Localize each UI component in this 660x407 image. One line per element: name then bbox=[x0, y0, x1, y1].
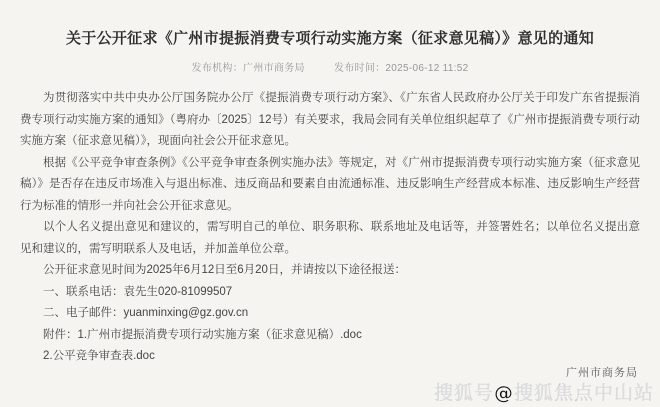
notice-paragraph-submission-requirements: 以个人名义提出意见和建议的，需写明自己的单位、职务职称、联系地址及电话等，并签署姓名；以单位名义提出意见和建议的，需写明联系人及电话，并加盖单位公章。 bbox=[20, 221, 640, 255]
notice-body bbox=[20, 88, 640, 368]
notice-paragraph-fair-competition: 根据《公平竞争审查条例》《公平竞争审查条例实施办法》等规定，对《广州市提振消费专项行动实施方案（征求意见稿）》是否存在违反市场准入与退出标准、违反商品和要素自由流通标准、违反影响生产经营成本标准、违反影响生产经营行为标准的情形一并向社会公开征求意见。 bbox=[20, 156, 640, 212]
publish-meta-row bbox=[0, 59, 660, 74]
page-title: 关于公开征求《广州市提振消费专项行动实施方案（征求意见稿）》意见的通知 bbox=[65, 30, 594, 47]
publish-time-label: 发布时间：2025-06-12 11:52 bbox=[333, 63, 469, 74]
contact-phone-line: 一、联系电话：袁先生020-81099507 bbox=[43, 285, 233, 298]
sohu-account-watermark: 搜狐号@搜狐焦点中山站 bbox=[433, 382, 654, 404]
notice-paragraph-background: 为贯彻落实中共中央办公厅国务院办公厅《提振消费专项行动方案》、《广东省人民政府办公厅关于印发广东省提振消费专项行动实施方案的通知》（粤府办〔2025〕12号）有关要求，我局会同有关单位组织起草了《广州市提振消费专项行动实施方案（征求意见稿）》，现面向社会公开征求意见。 bbox=[20, 92, 640, 147]
issuing-authority-signature: 广州市商务局 bbox=[566, 367, 638, 379]
contact-email-line: 二、电子邮件：yuanminxing@gz.gov.cn bbox=[43, 307, 249, 319]
notice-paragraph-deadline: 公开征求意见时间为2025年6月12日至6月20日，并请按以下途径报送： bbox=[43, 264, 406, 276]
publisher-label: 发布机构：广州市商务局 bbox=[191, 63, 305, 74]
attachment-line-2: 2.公平竞争审查表.doc bbox=[43, 350, 155, 362]
attachment-line-1: 附件：1.广州市提振消费专项行动实施方案（征求意见稿）.doc bbox=[43, 328, 362, 341]
